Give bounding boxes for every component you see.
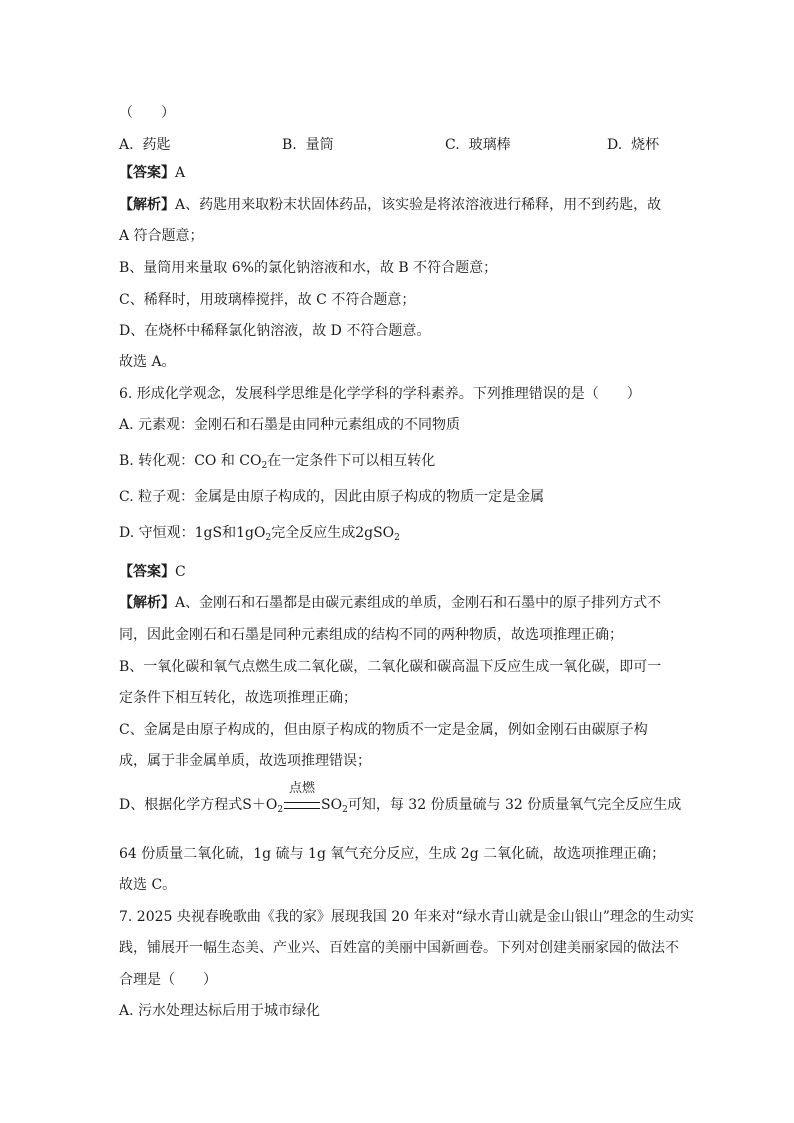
q6-analysis-line: B、一氧化碳和氧气点燃生成二氧化碳，二氧化碳和碳高温下反应生成一氧化碳，即可一 [119,659,662,675]
reaction-condition: 点燃 [289,781,316,796]
answer-value: A [175,165,186,181]
q6-analysis-line: C、金属是由原子构成的，但由原子构成的物质不一定是金属，例如金刚石由碳原子构 [119,722,648,738]
q6-option-b: B. 转化观：CO 和 $CO_2$在一定条件下可以相互转化 [119,453,436,471]
q5-analysis-line: D、在烧杯中稀释氯化钠溶液，故 D 不符合题意。 [119,323,431,339]
q5-option-b: B. 量筒 [282,137,334,153]
chemical-equation-line: D、根据化学方程式$S+O_2$ 点燃 $SO_2$可知，每 32 份质量硫与 32 份质量氧气完全反应生成 [119,781,682,815]
q5-analysis-line: A 符合题意； [119,228,204,244]
q6-analysis-line: 64 份质量二氧化硫，1g 硫与 1g 氧气充分反应，生成 2g 二氧化硫，故选项推理正确； [119,846,666,862]
q6-analysis-line: 故选 C。 [119,877,177,893]
equation-reactants: S＋O [242,797,278,813]
analysis-tag: 【解析】 [119,595,175,611]
q6-analysis-line: 定条件下相互转化，故选项推理正确； [119,690,357,706]
q6-stem: 6. 形成化学观念，发展科学思维是化学学科的学科素养。下列推理错误的是（ ） [119,386,641,402]
q6-analysis-line: 成，属于非金属单质，故选项推理错误； [119,753,371,769]
q5-option-c: C. 玻璃棒 [445,137,511,153]
q7-option-a: A. 污水处理达标后用于城市绿化 [119,1003,321,1019]
q6-answer [119,563,186,581]
q5-analysis-line: B、量筒用来量取 6%的氯化钠溶液和水，故 B 不符合题意； [119,260,498,276]
q5-analysis-line: 故选 A。 [119,354,176,370]
q6-option-a: A. 元素观：金刚石和石墨是由同种元素组成的不同物质 [119,417,461,433]
q6-analysis-line: 【解析】A、金刚石和石墨都是由碳元素组成的单质，金刚石和石墨中的原子排列方式不 [119,595,662,611]
q6-analysis-line: 同，因此金刚石和石墨是同种元素组成的结构不同的两种物质，故选项推理正确； [119,627,623,643]
q5-analysis-line: C、稀释时，用玻璃棒搅拌，故 C 不符合题意； [119,292,416,308]
answer-tag: 【答案】 [119,165,175,181]
reaction-arrow [283,781,321,814]
q5-analysis-line: 【解析】A、药匙用来取粉末状固体药品，该实验是将浓溶液进行稀释，用不到药匙，故 [119,197,662,213]
answer-value: C [175,564,186,580]
q5-stem-tail: （ ） [119,105,175,121]
answer-tag: 【答案】 [119,564,175,580]
equation-product: SO [321,797,343,813]
q5-option-a: A. 药匙 [119,137,171,153]
q7-stem-line: 7. 2025 央视春晚歌曲《我的家》展现我国 20 年来对“绿水青山就是金山银山”理念的生动实 [119,909,694,925]
q6-option-c: C. 粒子观：金属是由原子构成的，因此由原子构成的物质一定是金属 [119,489,545,505]
q5-options [119,134,679,152]
q5-answer [119,164,185,182]
q5-option-d: D. 烧杯 [607,137,660,153]
analysis-tag: 【解析】 [119,197,175,213]
q7-stem-line: 合理是（ ） [119,972,217,988]
equals-sign [284,802,320,809]
q7-stem-line: 践，铺展开一幅生态美、产业兴、百姓富的美丽中国新画卷。下列对创建美丽家园的做法不 [119,940,679,956]
q6-option-d: D. 守恒观：1gS和$1gO_2$完全反应生成2gSO$_2$ [119,525,400,543]
